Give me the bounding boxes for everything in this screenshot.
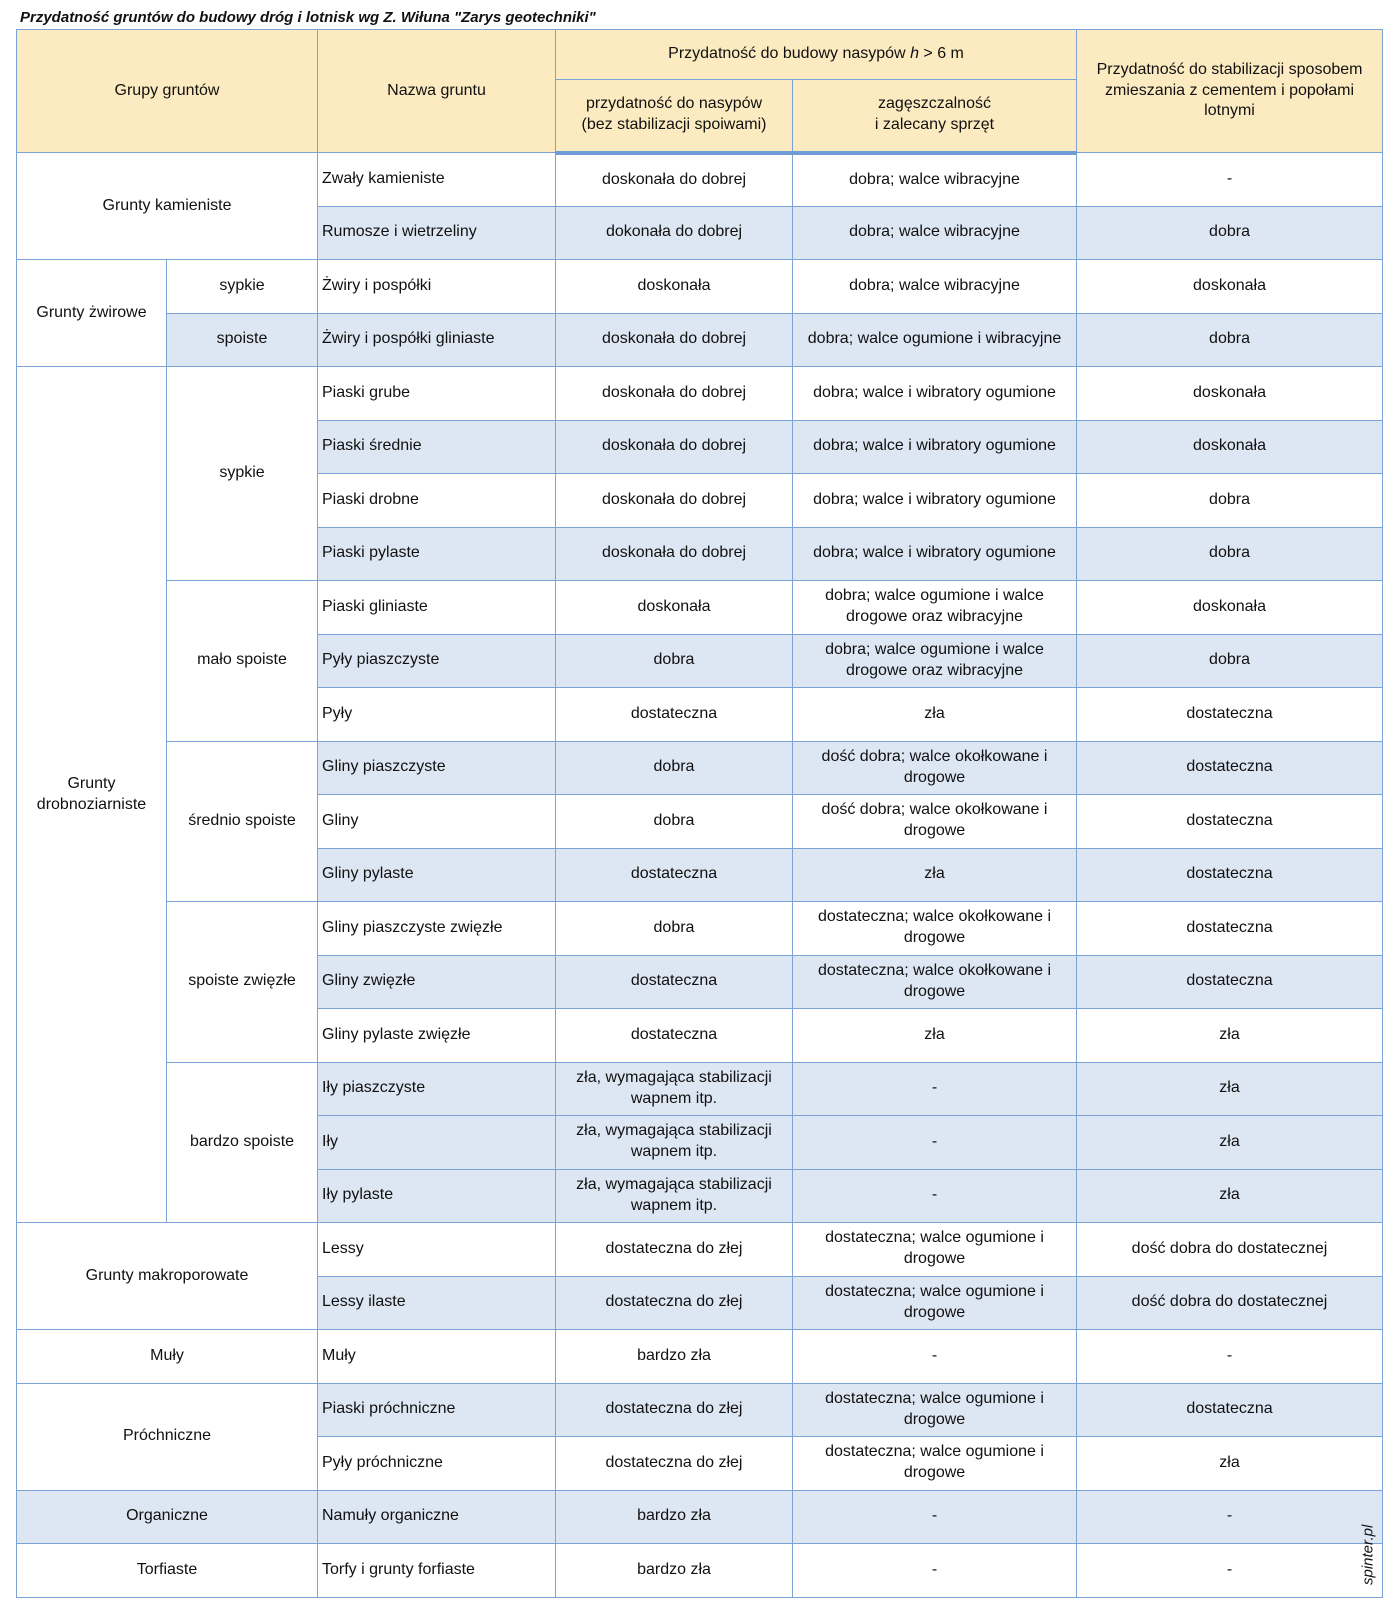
fill-suitability-cell: bardzo zła [556,1544,793,1598]
group-cell: Organiczne [17,1490,318,1544]
soil-name-cell: Zwały kamieniste [318,153,556,207]
group-cell: Grunty drobnoziarniste [17,367,167,1223]
compactability-cell: dostateczna; walce ogumione i drogowe [793,1383,1077,1437]
soil-name-cell: Pyły piaszczyste [318,634,556,688]
header-fill-suitability-line1: przydatność do nasypów [585,95,763,113]
header-fill-suitability-line2: (bez stabilizacji spoiwami) [581,116,767,134]
compactability-cell: dobra; walce i wibratory ogumione [793,527,1077,581]
fill-suitability-cell: dobra [556,795,793,849]
fill-suitability-cell: doskonała [556,260,793,314]
soil-name-cell: Gliny piaszczyste [318,741,556,795]
stabilization-cell: zła [1077,1062,1383,1116]
stabilization-cell: zła [1077,1116,1383,1170]
header-embankment-suitability [556,30,1077,80]
stabilization-cell: dość dobra do dostatecznej [1077,1276,1383,1330]
fill-suitability-cell: zła, wymagająca stabilizacji wapnem itp. [556,1169,793,1223]
compactability-cell: - [793,1544,1077,1598]
stabilization-cell: - [1077,1490,1383,1544]
fill-suitability-cell: dostateczna [556,955,793,1009]
fill-suitability-cell: dostateczna [556,688,793,742]
fill-suitability-cell: doskonała do dobrej [556,420,793,474]
group-cell: Grunty żwirowe [17,260,167,367]
compactability-cell: zła [793,1009,1077,1063]
header-stabilization: Przydatność do stabilizacji sposobem zmieszania z cementem i popołami lotnymi [1077,30,1383,153]
compactability-cell: dobra; walce wibracyjne [793,260,1077,314]
group-cell: Grunty kamieniste [17,153,318,260]
header-soil-name: Nazwa gruntu [318,30,556,153]
stabilization-cell: doskonała [1077,420,1383,474]
stabilization-cell: - [1077,1544,1383,1598]
soil-name-cell: Żwiry i pospółki gliniaste [318,313,556,367]
soil-name-cell: Muły [318,1330,556,1384]
fill-suitability-cell: bardzo zła [556,1490,793,1544]
subgroup-cell: bardzo spoiste [167,1062,318,1223]
soil-name-cell: Gliny pylaste zwięzłe [318,1009,556,1063]
header-soil-groups: Grupy gruntów [17,30,318,153]
stabilization-cell: dostateczna [1077,741,1383,795]
compactability-cell: dość dobra; walce okołkowane i drogowe [793,741,1077,795]
header-embankment-pre: Przydatność do budowy nasypów [668,45,911,63]
soil-name-cell: Gliny pylaste [318,848,556,902]
stabilization-cell: dostateczna [1077,1383,1383,1437]
table-row [17,367,1383,421]
soil-suitability-table [16,29,1383,1598]
soil-name-cell: Żwiry i pospółki [318,260,556,314]
fill-suitability-cell: zła, wymagająca stabilizacji wapnem itp. [556,1062,793,1116]
compactability-cell: - [793,1330,1077,1384]
compactability-cell: dość dobra; walce okołkowane i drogowe [793,795,1077,849]
table-row [17,1544,1383,1598]
header-fill-suitability [556,80,793,153]
soil-name-cell: Iły piaszczyste [318,1062,556,1116]
group-cell: Grunty makroporowate [17,1223,318,1330]
header-compactability [793,80,1077,153]
stabilization-cell: dość dobra do dostatecznej [1077,1223,1383,1277]
stabilization-cell: dostateczna [1077,688,1383,742]
site-watermark: spinter.pl [1359,1524,1376,1585]
stabilization-cell: doskonała [1077,367,1383,421]
group-cell: Próchniczne [17,1383,318,1490]
soil-name-cell: Piaski próchniczne [318,1383,556,1437]
fill-suitability-cell: dobra [556,634,793,688]
subgroup-cell: sypkie [167,260,318,314]
fill-suitability-cell: doskonała do dobrej [556,527,793,581]
table-row [17,1330,1383,1384]
table-row [17,153,1383,207]
soil-name-cell: Gliny [318,795,556,849]
compactability-cell: dostateczna; walce okołkowane i drogowe [793,902,1077,956]
table-row [17,1490,1383,1544]
compactability-cell: dobra; walce ogumione i walce drogowe oraz wibracyjne [793,581,1077,635]
table-row [17,260,1383,314]
soil-name-cell: Pyły [318,688,556,742]
soil-name-cell: Iły [318,1116,556,1170]
fill-suitability-cell: doskonała do dobrej [556,313,793,367]
soil-name-cell: Pyły próchniczne [318,1437,556,1491]
soil-name-cell: Lessy [318,1223,556,1277]
compactability-cell: dostateczna; walce ogumione i drogowe [793,1437,1077,1491]
table-header [17,30,1383,153]
header-compactability-line1: zagęszczalność [878,95,991,113]
stabilization-cell: doskonała [1077,581,1383,635]
stabilization-cell: dostateczna [1077,848,1383,902]
table-row [17,1223,1383,1277]
compactability-cell: dobra; walce wibracyjne [793,206,1077,260]
stabilization-cell: - [1077,1330,1383,1384]
soil-name-cell: Gliny piaszczyste zwięzłe [318,902,556,956]
soil-name-cell: Gliny zwięzłe [318,955,556,1009]
subgroup-cell: średnio spoiste [167,741,318,902]
stabilization-cell: dostateczna [1077,955,1383,1009]
stabilization-cell: dobra [1077,313,1383,367]
compactability-cell: - [793,1116,1077,1170]
fill-suitability-cell: dokonała do dobrej [556,206,793,260]
compactability-cell: dostateczna; walce okołkowane i drogowe [793,955,1077,1009]
header-compactability-line2: i zalecany sprzęt [874,116,995,134]
soil-name-cell: Torfy i grunty forfiaste [318,1544,556,1598]
document-title: Przydatność gruntów do budowy dróg i lotnisk wg Z. Wiłuna "Zarys geotechniki" [20,9,596,26]
table-row [17,741,1383,795]
fill-suitability-cell: dostateczna do złej [556,1383,793,1437]
stabilization-cell: dobra [1077,527,1383,581]
fill-suitability-cell: zła, wymagająca stabilizacji wapnem itp. [556,1116,793,1170]
compactability-cell: dobra; walce ogumione i walce drogowe oraz wibracyjne [793,634,1077,688]
stabilization-cell: zła [1077,1169,1383,1223]
fill-suitability-cell: doskonała [556,581,793,635]
soil-name-cell: Rumosze i wietrzeliny [318,206,556,260]
soil-name-cell: Namuły organiczne [318,1490,556,1544]
soil-name-cell: Iły pylaste [318,1169,556,1223]
fill-suitability-cell: dostateczna do złej [556,1437,793,1491]
soil-name-cell: Piaski drobne [318,474,556,528]
fill-suitability-cell: dobra [556,741,793,795]
fill-suitability-cell: bardzo zła [556,1330,793,1384]
stabilization-cell: zła [1077,1009,1383,1063]
fill-suitability-cell: doskonała do dobrej [556,153,793,207]
soil-name-cell: Lessy ilaste [318,1276,556,1330]
header-embankment-height-var: h [910,45,919,63]
table-row [17,1383,1383,1437]
header-embankment-post: > 6 m [918,45,964,63]
fill-suitability-cell: dostateczna [556,1009,793,1063]
stabilization-cell: dobra [1077,634,1383,688]
fill-suitability-cell: dostateczna do złej [556,1223,793,1277]
fill-suitability-cell: dostateczna do złej [556,1276,793,1330]
group-cell: Torfiaste [17,1544,318,1598]
soil-name-cell: Piaski pylaste [318,527,556,581]
fill-suitability-cell: doskonała do dobrej [556,474,793,528]
compactability-cell: dobra; walce wibracyjne [793,153,1077,207]
compactability-cell: - [793,1169,1077,1223]
table-row [17,902,1383,956]
compactability-cell: dobra; walce i wibratory ogumione [793,474,1077,528]
compactability-cell: dobra; walce i wibratory ogumione [793,367,1077,421]
compactability-cell: - [793,1062,1077,1116]
fill-suitability-cell: dobra [556,902,793,956]
soil-name-cell: Piaski grube [318,367,556,421]
compactability-cell: dostateczna; walce ogumione i drogowe [793,1276,1077,1330]
compactability-cell: dobra; walce ogumione i wibracyjne [793,313,1077,367]
compactability-cell: dostateczna; walce ogumione i drogowe [793,1223,1077,1277]
fill-suitability-cell: dostateczna [556,848,793,902]
stabilization-cell: doskonała [1077,260,1383,314]
stabilization-cell: dostateczna [1077,795,1383,849]
stabilization-cell: dobra [1077,474,1383,528]
table-row [17,581,1383,635]
stabilization-cell: dobra [1077,206,1383,260]
subgroup-cell: spoiste [167,313,318,367]
stabilization-cell: dostateczna [1077,902,1383,956]
compactability-cell: zła [793,848,1077,902]
stabilization-cell: - [1077,153,1383,207]
compactability-cell: - [793,1490,1077,1544]
table-row [17,1062,1383,1116]
soil-name-cell: Piaski średnie [318,420,556,474]
subgroup-cell: mało spoiste [167,581,318,742]
soil-name-cell: Piaski gliniaste [318,581,556,635]
compactability-cell: dobra; walce i wibratory ogumione [793,420,1077,474]
subgroup-cell: sypkie [167,367,318,581]
stabilization-cell: zła [1077,1437,1383,1491]
compactability-cell: zła [793,688,1077,742]
subgroup-cell: spoiste zwięzłe [167,902,318,1063]
group-cell: Muły [17,1330,318,1384]
table-row [17,313,1383,367]
fill-suitability-cell: doskonała do dobrej [556,367,793,421]
